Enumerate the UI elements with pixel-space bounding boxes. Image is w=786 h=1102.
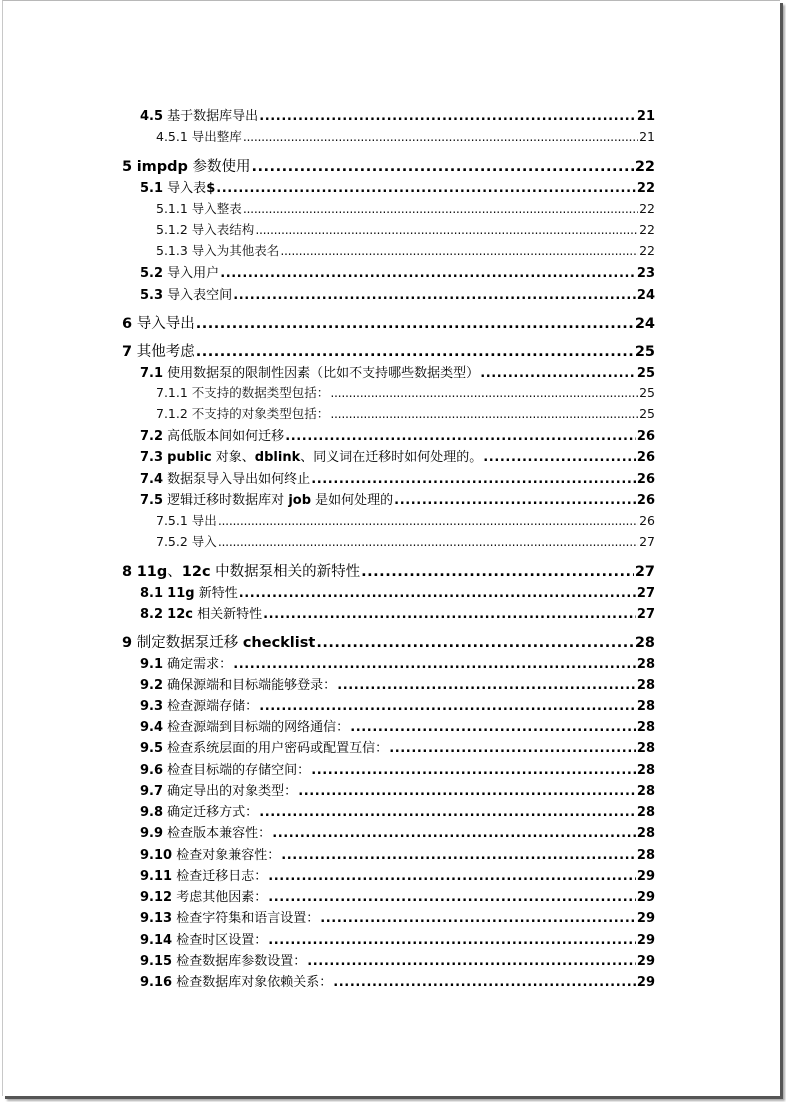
- toc-entry-label: [140, 674, 336, 693]
- toc-entry[interactable]: [140, 582, 655, 601]
- toc-entry-title: 其他考虑: [136, 344, 195, 360]
- toc-dot-leader: [311, 763, 636, 778]
- toc-entry-page-number: 27: [636, 607, 655, 622]
- toc-entry-number: 9.4: [140, 720, 164, 735]
- toc-entry-title: 制定数据泵迁移 checklist: [136, 635, 316, 651]
- toc-entry[interactable]: [140, 844, 655, 863]
- toc-entry[interactable]: [140, 362, 655, 381]
- toc-entry-page-number: 25: [639, 385, 655, 400]
- toc-dot-leader: [394, 493, 636, 508]
- toc-entry-title: 确定导出的对象类型：: [167, 784, 298, 799]
- toc-entry-number: 8.2: [140, 607, 164, 622]
- toc-entry-label: [140, 262, 219, 281]
- toc-entry-number: 9.9: [140, 826, 164, 841]
- toc-entry-title: 检查数据库对象依赖关系：: [176, 975, 333, 990]
- toc-entry[interactable]: [140, 865, 655, 884]
- toc-entry-title: public 对象、dblink、同义词在迁移时如何处理的。: [167, 450, 483, 465]
- toc-entry-title: 导入用户: [167, 266, 220, 281]
- toc-entry-title: 使用数据泵的限制性因素（比如不支持哪些数据类型）: [167, 366, 480, 381]
- toc-entry-page-number: 28: [634, 635, 655, 651]
- toc-entry-label: [140, 425, 284, 444]
- toc-entry-number: 7.1.2: [156, 406, 188, 421]
- toc-dot-leader: [480, 366, 636, 381]
- toc-entry[interactable]: [156, 532, 655, 550]
- toc-entry[interactable]: [140, 929, 655, 948]
- toc-dot-leader: [316, 635, 634, 651]
- toc-entry-label: [156, 127, 242, 145]
- toc-entry-page-number: 29: [636, 933, 655, 948]
- toc-entry[interactable]: [140, 886, 655, 905]
- toc-entry-page-number: 28: [636, 720, 655, 735]
- toc-entry-title: 导入整表: [191, 201, 242, 216]
- toc-entry[interactable]: [122, 631, 655, 652]
- toc-entry-label: [140, 865, 267, 884]
- toc-entry-page-number: 25: [639, 406, 655, 421]
- toc-entry[interactable]: [140, 907, 655, 926]
- toc-entry-number: 9.7: [140, 784, 164, 799]
- toc-entry-page-number: 22: [639, 222, 655, 237]
- toc-entry-title: 检查时区设置：: [176, 933, 268, 948]
- toc-dot-leader: [259, 109, 636, 124]
- toc-entry-label: [140, 177, 215, 196]
- toc-entry-page-number: 27: [634, 564, 655, 580]
- toc-dot-leader: [298, 784, 636, 799]
- toc-dot-leader: [483, 450, 636, 465]
- toc-entry-page-number: 23: [636, 266, 655, 281]
- toc-entry-label: [156, 511, 217, 529]
- toc-entry[interactable]: [122, 155, 655, 176]
- toc-entry-label: [156, 241, 279, 259]
- toc-entry-title: 导入为其他表名: [191, 243, 280, 258]
- toc-dot-leader: [350, 720, 636, 735]
- toc-dot-leader: [259, 699, 636, 714]
- toc-entry-page-number: 26: [636, 450, 655, 465]
- toc-entry-title: 导入: [191, 534, 217, 549]
- toc-dot-leader: [330, 406, 638, 421]
- toc-dot-leader: [233, 288, 636, 303]
- toc-entry[interactable]: [156, 383, 655, 401]
- toc-entry-number: 9.3: [140, 699, 164, 714]
- toc-entry-title: 检查字符集和语言设置：: [176, 911, 320, 926]
- toc-entry-title: 不支持的数据类型包括：: [191, 385, 330, 400]
- toc-dot-leader: [263, 607, 636, 622]
- toc-entry-number: 7.4: [140, 472, 164, 487]
- toc-entry-label: [140, 716, 349, 735]
- toc-entry[interactable]: [140, 822, 655, 841]
- toc-entry-number: 9.1: [140, 657, 164, 672]
- toc-entry-number: 5.1.1: [156, 201, 188, 216]
- toc-entry-number: 6: [122, 316, 133, 332]
- toc-entry-page-number: 21: [639, 129, 655, 144]
- toc-entry-label: [140, 822, 271, 841]
- toc-dot-leader: [281, 848, 636, 863]
- toc-dot-leader: [361, 564, 634, 580]
- toc-entry-label: [122, 340, 195, 361]
- toc-entry-number: 5: [122, 159, 133, 175]
- toc-entry-label: [140, 844, 280, 863]
- toc-entry-number: 4.5: [140, 109, 164, 124]
- toc-entry[interactable]: [140, 759, 655, 778]
- toc-dot-leader: [268, 890, 636, 905]
- toc-entry-title: 导入表结构: [191, 222, 255, 237]
- toc-entry-label: [156, 199, 242, 217]
- toc-entry-page-number: 27: [639, 534, 655, 549]
- toc-entry-label: [156, 220, 254, 238]
- toc-entry-label: [140, 105, 258, 124]
- toc-dot-leader: [320, 911, 636, 926]
- toc-entry-page-number: 28: [636, 678, 655, 693]
- toc-entry-number: 9.15: [140, 954, 173, 969]
- toc-entry-number: 5.1: [140, 181, 164, 196]
- toc-entry-page-number: 24: [636, 288, 655, 303]
- toc-entry-title: 导入表$: [167, 181, 216, 196]
- toc-entry-title: 检查系统层面的用户密码或配置互信：: [167, 741, 389, 756]
- toc-entry-label: [140, 907, 319, 926]
- toc-dot-leader: [285, 429, 636, 444]
- toc-entry-number: 5.1.2: [156, 222, 188, 237]
- toc-entry-page-number: 21: [636, 109, 655, 124]
- toc-entry-title: 11g、12c 中数据泵相关的新特性: [136, 564, 361, 580]
- toc-entry-label: [140, 929, 267, 948]
- toc-entry-label: [122, 631, 315, 652]
- toc-entry-number: 7.5.2: [156, 534, 188, 549]
- toc-entry-label: [156, 404, 329, 422]
- toc-entry[interactable]: [156, 220, 655, 238]
- toc-entry[interactable]: [156, 241, 655, 259]
- toc-entry-label: [122, 155, 251, 176]
- toc-dot-leader: [280, 243, 638, 258]
- toc-dot-leader: [233, 657, 636, 672]
- toc-entry-number: 5.1.3: [156, 243, 188, 258]
- toc-entry-label: [140, 950, 306, 969]
- toc-entry-label: [140, 759, 310, 778]
- toc-dot-leader: [196, 316, 634, 332]
- toc-entry-label: [140, 362, 479, 381]
- toc-entry-title: 导入导出: [136, 316, 195, 332]
- toc-entry-page-number: 29: [636, 975, 655, 990]
- toc-entry-label: [122, 560, 360, 581]
- toc-dot-leader: [243, 129, 638, 144]
- toc-entry[interactable]: [140, 780, 655, 799]
- toc-entry-number: 7.1: [140, 366, 164, 381]
- toc-dot-leader: [330, 385, 638, 400]
- toc-entry-title: 导出: [191, 513, 217, 528]
- toc-entry-title: 高低版本间如何迁移: [167, 429, 285, 444]
- toc-entry-label: [140, 801, 258, 820]
- toc-entry-number: 9.11: [140, 869, 173, 884]
- toc-entry[interactable]: [140, 801, 655, 820]
- toc-entry-page-number: 28: [636, 848, 655, 863]
- toc-entry-page-number: 29: [636, 954, 655, 969]
- toc-entry-number: 9.5: [140, 741, 164, 756]
- toc-entry-page-number: 29: [636, 911, 655, 926]
- toc-entry-number: 8: [122, 564, 133, 580]
- toc-entry-number: 9.16: [140, 975, 173, 990]
- toc-entry-label: [140, 780, 297, 799]
- toc-entry-title: 导入表空间: [167, 288, 233, 303]
- toc-entry-title: 数据泵导入导出如何终止: [167, 472, 311, 487]
- toc-entry-label: [140, 489, 393, 508]
- toc-entry-label: [156, 532, 217, 550]
- toc-entry[interactable]: [140, 177, 655, 196]
- toc-entry[interactable]: [140, 971, 655, 990]
- toc-entry[interactable]: [140, 737, 655, 756]
- toc-entry-number: 7: [122, 344, 133, 360]
- toc-entry[interactable]: [140, 674, 655, 693]
- toc-dot-leader: [216, 181, 636, 196]
- toc-dot-leader: [252, 159, 634, 175]
- toc-entry[interactable]: [122, 560, 655, 581]
- toc-entry[interactable]: [122, 340, 655, 361]
- toc-entry[interactable]: [140, 950, 655, 969]
- toc-entry-title: 11g 新特性: [167, 586, 238, 601]
- toc-entry-page-number: 25: [636, 366, 655, 381]
- toc-entry-page-number: 26: [636, 472, 655, 487]
- toc-entry-label: [122, 312, 195, 333]
- toc-entry-label: [140, 446, 482, 465]
- toc-entry[interactable]: [156, 404, 655, 422]
- toc-entry-label: [140, 603, 262, 622]
- toc-entry-number: 9.10: [140, 848, 173, 863]
- toc-entry-number: 7.5: [140, 493, 164, 508]
- toc-entry-number: 7.5.1: [156, 513, 188, 528]
- toc-entry-title: 逻辑迁移时数据库对 job 是如何处理的: [167, 493, 394, 508]
- toc-entry[interactable]: [140, 716, 655, 735]
- toc-entry-title: 检查对象兼容性：: [176, 848, 281, 863]
- toc-entry-page-number: 28: [636, 826, 655, 841]
- toc-dot-leader: [196, 344, 634, 360]
- toc-dot-leader: [239, 586, 636, 601]
- toc-entry-label: [156, 383, 329, 401]
- toc-entry[interactable]: [140, 603, 655, 622]
- toc-dot-leader: [259, 805, 636, 820]
- toc-entry-page-number: 29: [636, 890, 655, 905]
- toc-entry-title: 12c 相关新特性: [167, 607, 263, 622]
- toc-entry-page-number: 28: [636, 699, 655, 714]
- toc-entry[interactable]: [140, 489, 655, 508]
- toc-entry[interactable]: [140, 695, 655, 714]
- toc-entry-title-keyword: impdp: [136, 159, 188, 175]
- toc-entry[interactable]: [140, 105, 655, 124]
- toc-entry-label: [140, 582, 238, 601]
- toc-dot-leader: [243, 201, 638, 216]
- toc-dot-leader: [272, 826, 636, 841]
- toc-entry-number: 9.6: [140, 763, 164, 778]
- toc-entry-number: 9.13: [140, 911, 173, 926]
- toc-entry-number: 9.14: [140, 933, 173, 948]
- toc-entry-label: [140, 468, 310, 487]
- toc-dot-leader: [255, 222, 638, 237]
- toc-entry-page-number: 22: [639, 243, 655, 258]
- toc-entry-label: [140, 653, 232, 672]
- toc-dot-leader: [218, 513, 638, 528]
- toc-entry[interactable]: [140, 653, 655, 672]
- toc-entry-page-number: 28: [636, 784, 655, 799]
- toc-dot-leader: [268, 933, 636, 948]
- toc-entry[interactable]: [140, 425, 655, 444]
- toc-entry-title: 检查源端存储：: [167, 699, 259, 714]
- toc-entry-page-number: 25: [634, 344, 655, 360]
- toc-entry-title: 不支持的对象类型包括：: [191, 406, 330, 421]
- toc-entry-page-number: 22: [634, 159, 655, 175]
- toc-entry-page-number: 24: [634, 316, 655, 332]
- toc-entry-page-number: 22: [639, 201, 655, 216]
- toc-entry-page-number: 26: [636, 493, 655, 508]
- toc-entry-number: 9.12: [140, 890, 173, 905]
- toc-entry-page-number: 26: [636, 429, 655, 444]
- toc-dot-leader: [268, 869, 636, 884]
- toc-dot-leader: [307, 954, 636, 969]
- toc-dot-leader: [220, 266, 636, 281]
- toc-dot-leader: [311, 472, 636, 487]
- toc-entry[interactable]: [140, 468, 655, 487]
- toc-entry-title: 确定迁移方式：: [167, 805, 259, 820]
- toc-entry-label: [140, 971, 332, 990]
- toc-entry-number: 5.3: [140, 288, 164, 303]
- toc-entry-title: 考虑其他因素：: [176, 890, 268, 905]
- toc-entry-number: 4.5.1: [156, 129, 188, 144]
- toc-entry-number: 7.1.1: [156, 385, 188, 400]
- toc-entry-number: 9.2: [140, 678, 164, 693]
- toc-dot-leader: [389, 741, 636, 756]
- toc-entry-title: 检查迁移日志：: [176, 869, 268, 884]
- document-page: [2, 0, 780, 1096]
- toc-entry[interactable]: [156, 511, 655, 529]
- toc-entry-page-number: 27: [636, 586, 655, 601]
- toc-entry-page-number: 28: [636, 805, 655, 820]
- toc-entry-title: 确保源端和目标端能够登录：: [167, 678, 337, 693]
- toc-entry-number: 9: [122, 635, 133, 651]
- toc-entry-page-number: 29: [636, 869, 655, 884]
- toc-entry-number: 5.2: [140, 266, 164, 281]
- toc-entry-label: [140, 695, 258, 714]
- toc-entry[interactable]: [140, 284, 655, 303]
- toc-entry-label: [140, 284, 232, 303]
- toc-entry-title: 检查版本兼容性：: [167, 826, 272, 841]
- toc-entry-label: [140, 737, 388, 756]
- toc-entry-number: 9.8: [140, 805, 164, 820]
- toc-entry-title: 确定需求：: [167, 657, 233, 672]
- toc-entry[interactable]: [156, 199, 655, 217]
- toc-entry-page-number: 28: [636, 763, 655, 778]
- toc-entry-page-number: 28: [636, 657, 655, 672]
- toc-dot-leader: [337, 678, 636, 693]
- toc-dot-leader: [218, 534, 638, 549]
- toc-entry-title: 基于数据库导出: [167, 109, 259, 124]
- toc-entry-number: 7.2: [140, 429, 164, 444]
- toc-entry-page-number: 26: [639, 513, 655, 528]
- toc-entry-title: 导出整库: [191, 129, 242, 144]
- toc-entry-title: 检查数据库参数设置：: [176, 954, 307, 969]
- toc-entry[interactable]: [122, 312, 655, 333]
- toc-entry-number: 8.1: [140, 586, 164, 601]
- toc-dot-leader: [333, 975, 636, 990]
- toc-entry-label: [140, 886, 267, 905]
- toc-entry-page-number: 22: [636, 181, 655, 196]
- toc-entry[interactable]: [140, 262, 655, 281]
- toc-entry-title: 检查源端到目标端的网络通信：: [167, 720, 350, 735]
- toc-entry-page-number: 28: [636, 741, 655, 756]
- toc-entry-title: 检查目标端的存储空间：: [167, 763, 311, 778]
- toc-entry[interactable]: [156, 127, 655, 145]
- toc-entry-number: 7.3: [140, 450, 164, 465]
- toc-entry-title: 参数使用: [192, 159, 251, 175]
- toc-entry[interactable]: [140, 446, 655, 465]
